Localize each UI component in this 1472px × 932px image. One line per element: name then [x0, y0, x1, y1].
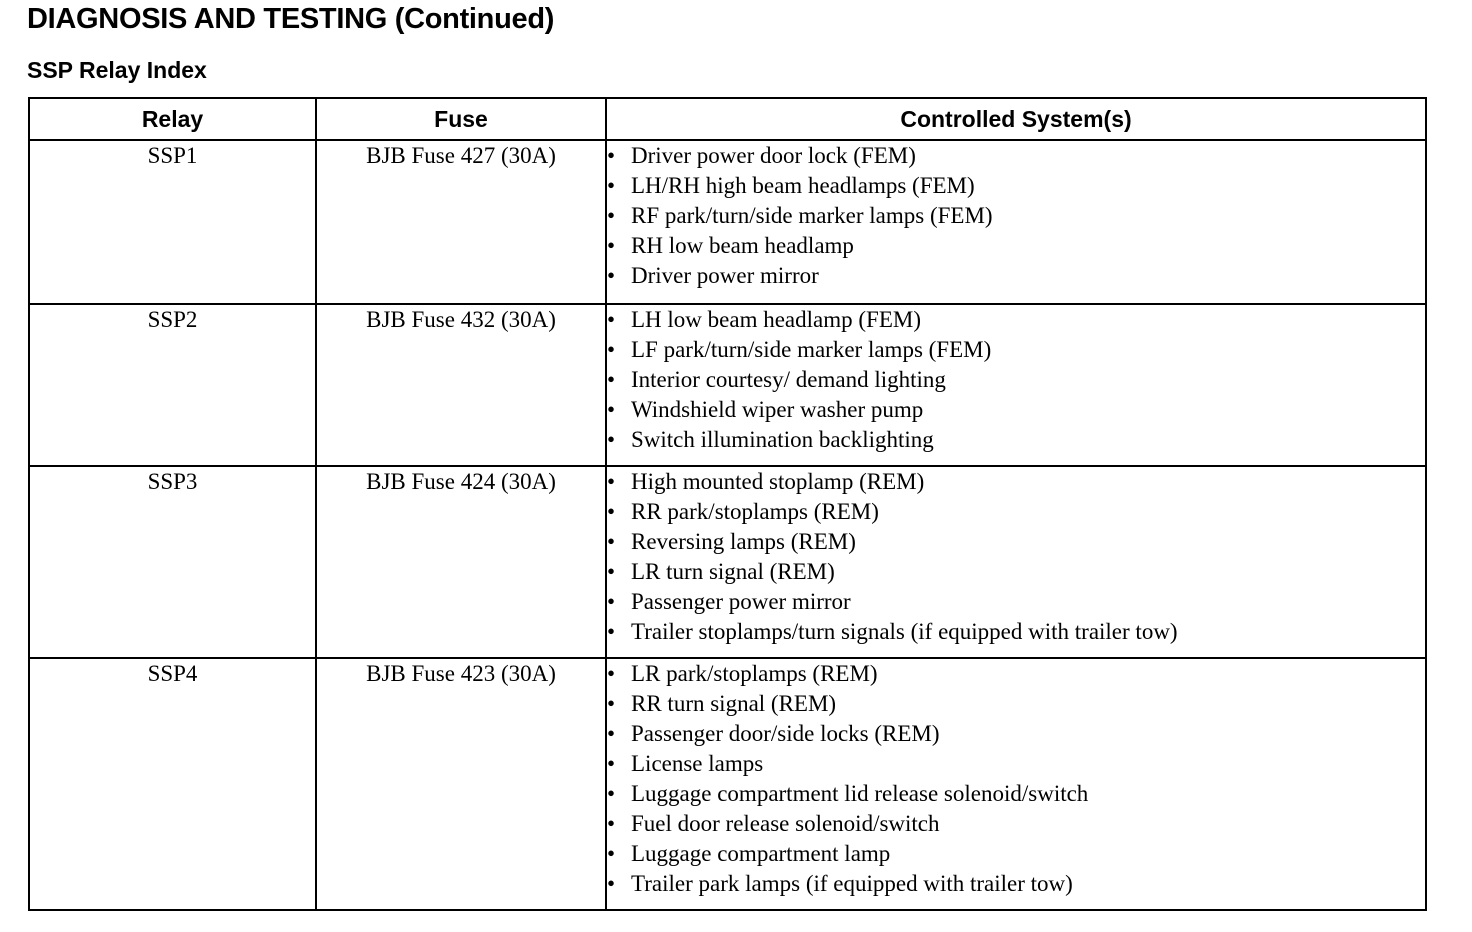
list-item: • Driver power mirror — [607, 261, 1425, 291]
list-item: • Interior courtesy/ demand lighting — [607, 365, 1425, 395]
list-item: • Reversing lamps (REM) — [607, 527, 1425, 557]
list-item: • LH/RH high beam headlamps (FEM) — [607, 171, 1425, 201]
fuse-cell: BJB Fuse 424 (30A) — [316, 466, 606, 658]
relay-cell: SSP2 — [29, 304, 316, 466]
list-item: • RR turn signal (REM) — [607, 689, 1425, 719]
list-item: • Trailer park lamps (if equipped with trailer tow) — [607, 869, 1425, 899]
page-title: DIAGNOSIS AND TESTING (Continued) — [27, 3, 555, 35]
list-item: • Trailer stoplamps/turn signals (if equipped with trailer tow) — [607, 617, 1425, 647]
list-item: • LF park/turn/side marker lamps (FEM) — [607, 335, 1425, 365]
controlled-systems-cell — [606, 140, 1426, 304]
fuse-cell: BJB Fuse 423 (30A) — [316, 658, 606, 910]
controlled-systems-list — [607, 659, 1425, 899]
list-item: • License lamps — [607, 749, 1425, 779]
table-row — [29, 466, 1426, 658]
list-item: • Fuel door release solenoid/switch — [607, 809, 1425, 839]
ssp-relay-table — [28, 97, 1427, 911]
list-item: • LH low beam headlamp (FEM) — [607, 305, 1425, 335]
relay-cell: SSP4 — [29, 658, 316, 910]
list-item: • LR park/stoplamps (REM) — [607, 659, 1425, 689]
list-item: • RR park/stoplamps (REM) — [607, 497, 1425, 527]
controlled-systems-cell — [606, 304, 1426, 466]
fuse-cell: BJB Fuse 432 (30A) — [316, 304, 606, 466]
table-row — [29, 304, 1426, 466]
list-item: • High mounted stoplamp (REM) — [607, 467, 1425, 497]
table-row — [29, 658, 1426, 910]
fuse-cell: BJB Fuse 427 (30A) — [316, 140, 606, 304]
controlled-systems-list — [607, 141, 1425, 291]
column-header-fuse: Fuse — [316, 98, 606, 140]
controlled-systems-list — [607, 467, 1425, 647]
list-item: • LR turn signal (REM) — [607, 557, 1425, 587]
relay-cell: SSP3 — [29, 466, 316, 658]
list-item: • Passenger power mirror — [607, 587, 1425, 617]
list-item: • RF park/turn/side marker lamps (FEM) — [607, 201, 1425, 231]
controlled-systems-cell — [606, 658, 1426, 910]
list-item: • Passenger door/side locks (REM) — [607, 719, 1425, 749]
table-header-row — [29, 98, 1426, 140]
column-header-relay: Relay — [29, 98, 316, 140]
controlled-systems-cell — [606, 466, 1426, 658]
table-row — [29, 140, 1426, 304]
relay-cell: SSP1 — [29, 140, 316, 304]
controlled-systems-list — [607, 305, 1425, 455]
list-item: • Switch illumination backlighting — [607, 425, 1425, 455]
list-item: • Driver power door lock (FEM) — [607, 141, 1425, 171]
list-item: • Luggage compartment lamp — [607, 839, 1425, 869]
section-title: SSP Relay Index — [27, 57, 207, 83]
column-header-controlled-systems: Controlled System(s) — [606, 98, 1426, 140]
list-item: • Windshield wiper washer pump — [607, 395, 1425, 425]
list-item: • Luggage compartment lid release solenoid/switch — [607, 779, 1425, 809]
list-item: • RH low beam headlamp — [607, 231, 1425, 261]
